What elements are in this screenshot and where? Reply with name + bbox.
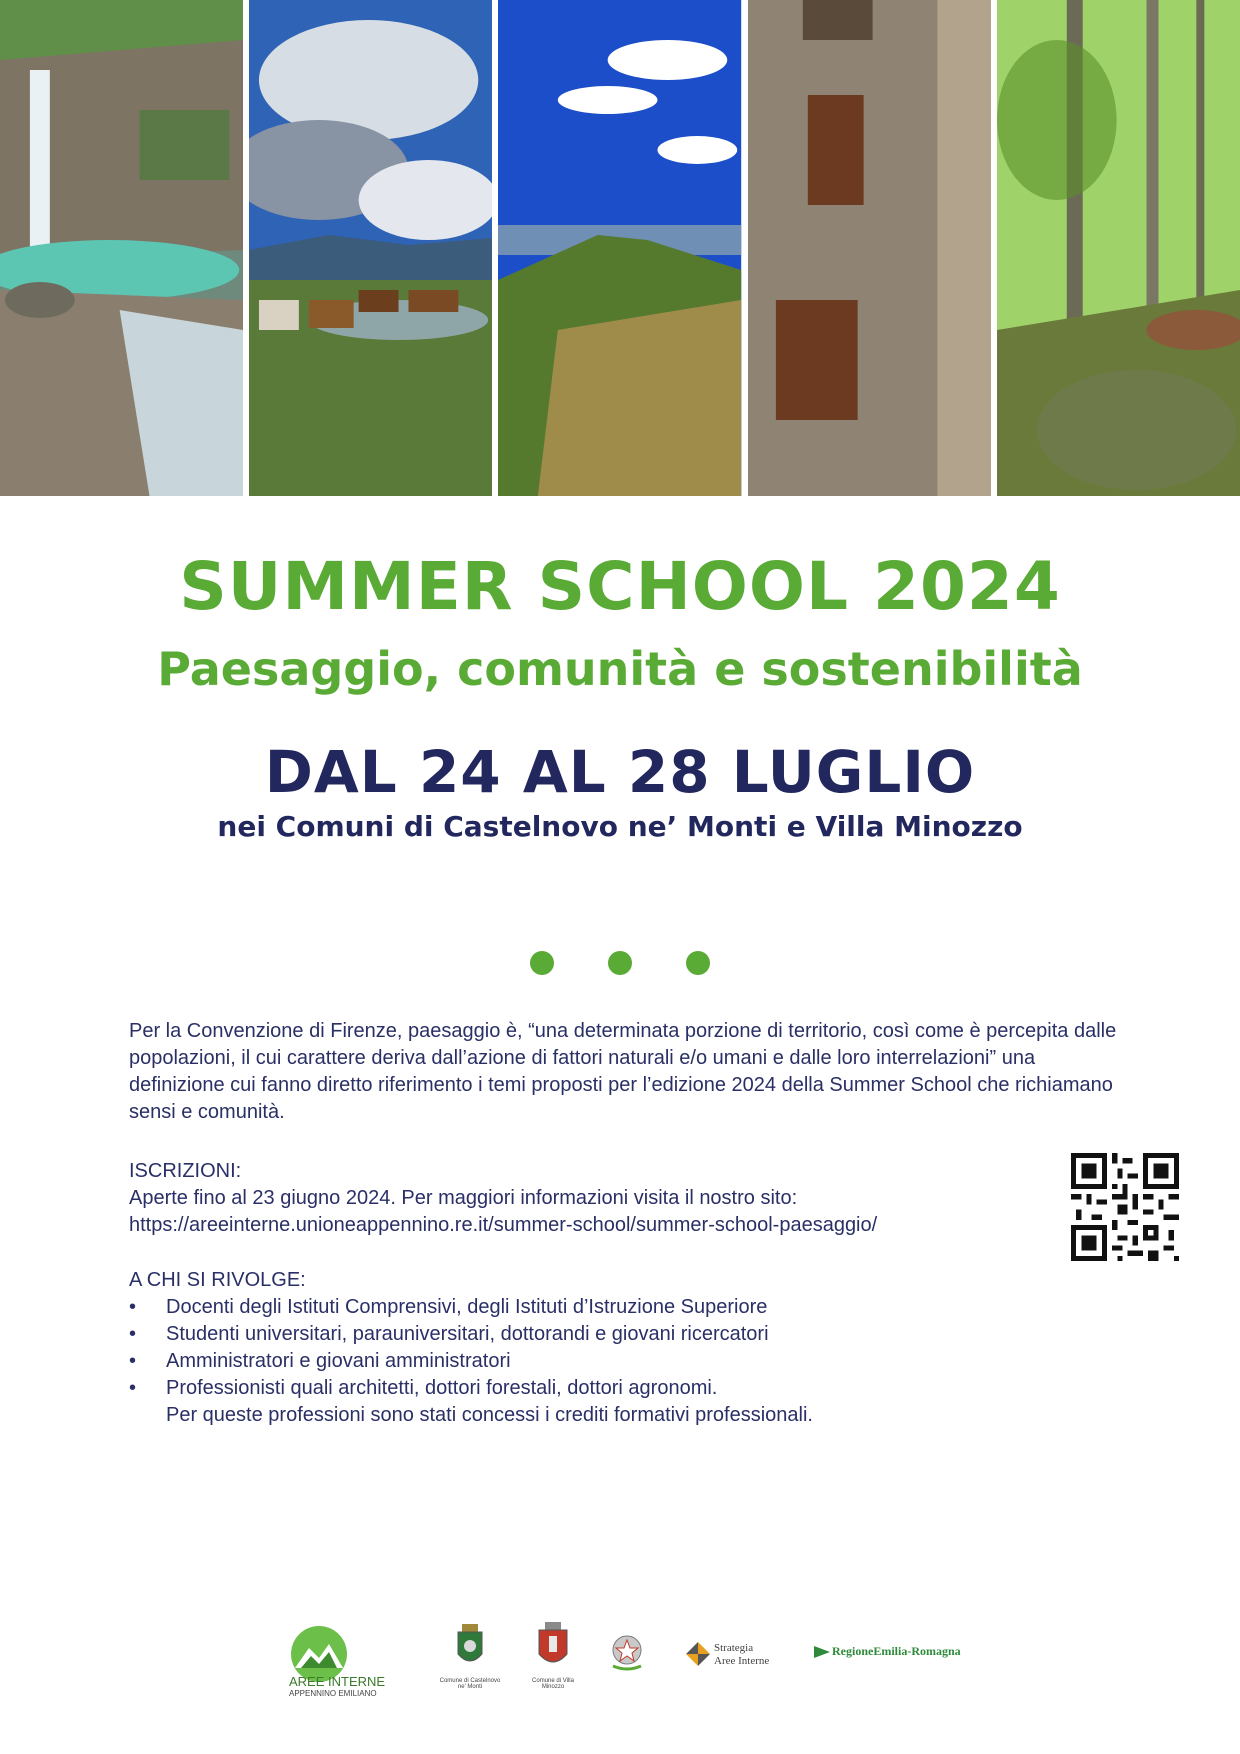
regione-flag-icon <box>814 1646 830 1658</box>
aree-interne-logo: AREE INTERNE APPENNINO EMILIANO <box>289 1624 407 1698</box>
coat-of-arms-icon <box>438 1624 502 1674</box>
dot-icon <box>686 951 710 975</box>
villa-minozzo-coat-of-arms: Comune di Villa Minozzo <box>525 1622 581 1690</box>
dot-icon <box>530 951 554 975</box>
registration-title: ISCRIZIONI: <box>129 1160 242 1182</box>
list-item: • Professionisti quali architetti, dottori forestali, dottori agronomi. <box>129 1377 718 1399</box>
horses-meadow-photo <box>249 0 492 496</box>
italian-republic-emblem <box>609 1632 645 1676</box>
stone-house-photo <box>748 0 991 496</box>
target-list <box>129 1294 1119 1402</box>
coat-of-arms-icon <box>525 1622 581 1674</box>
decorative-dots <box>0 951 1240 975</box>
registration-text: Aperte fino al 23 giugno 2024. Per maggiori informazioni visita il nostro sito: <box>129 1187 798 1209</box>
waterfall-photo <box>0 0 243 496</box>
event-subtitle: Paesaggio, comunità e sostenibilità <box>157 642 1083 696</box>
dot-icon <box>608 951 632 975</box>
photo-strip <box>0 0 1240 496</box>
forest-photo <box>997 0 1240 496</box>
list-item: • Docenti degli Istituti Comprensivi, degli Istituti d’Istruzione Superiore <box>129 1296 768 1318</box>
target-section <box>129 1267 1119 1429</box>
target-title: A CHI SI RIVOLGE: <box>129 1269 306 1291</box>
qr-code-icon[interactable] <box>1071 1153 1179 1261</box>
mountain-ridge-photo <box>498 0 741 496</box>
sponsor-logos: AREE INTERNE APPENNINO EMILIANO Comune di Castelnovo ne' Monti Comune di Villa Minozzo Strategia Aree Interne RegioneEmilia-Romagna <box>0 1618 1240 1718</box>
registration-link[interactable]: https://areeinterne.unioneappennino.re.it/summer-school/summer-school-paesaggio/ <box>129 1214 878 1236</box>
intro-paragraph: Per la Convenzione di Firenze, paesaggio è, “una determinata porzione di territorio, così come è percepita dalle popolazioni, il cui carattere deriva dall’azione di fattori naturali e/o umani e dalle loro interrelazioni” una definizione cui fanno diretto riferimento i temi proposti per l’edizione 2024 della Summer School che richiamano sensi e comunità. <box>129 1020 1117 1123</box>
registration-section <box>129 1158 989 1239</box>
list-item: • Amministratori e giovani amministratori <box>129 1350 511 1372</box>
event-dates: DAL 24 AL 28 LUGLIO <box>264 738 976 806</box>
event-location: nei Comuni di Castelnovo ne’ Monti e Villa Minozzo <box>217 810 1023 843</box>
event-title: SUMMER SCHOOL 2024 <box>179 548 1061 625</box>
credits-note: Per queste professioni sono stati concessi i crediti formativi professionali. <box>166 1404 813 1426</box>
castelnovo-coat-of-arms: Comune di Castelnovo ne' Monti <box>438 1624 502 1690</box>
republic-emblem-icon <box>609 1632 645 1672</box>
strategia-logo-icon <box>686 1642 710 1666</box>
list-item: • Studenti universitari, parauniversitari, dottorandi e giovani ricercatori <box>129 1323 769 1345</box>
